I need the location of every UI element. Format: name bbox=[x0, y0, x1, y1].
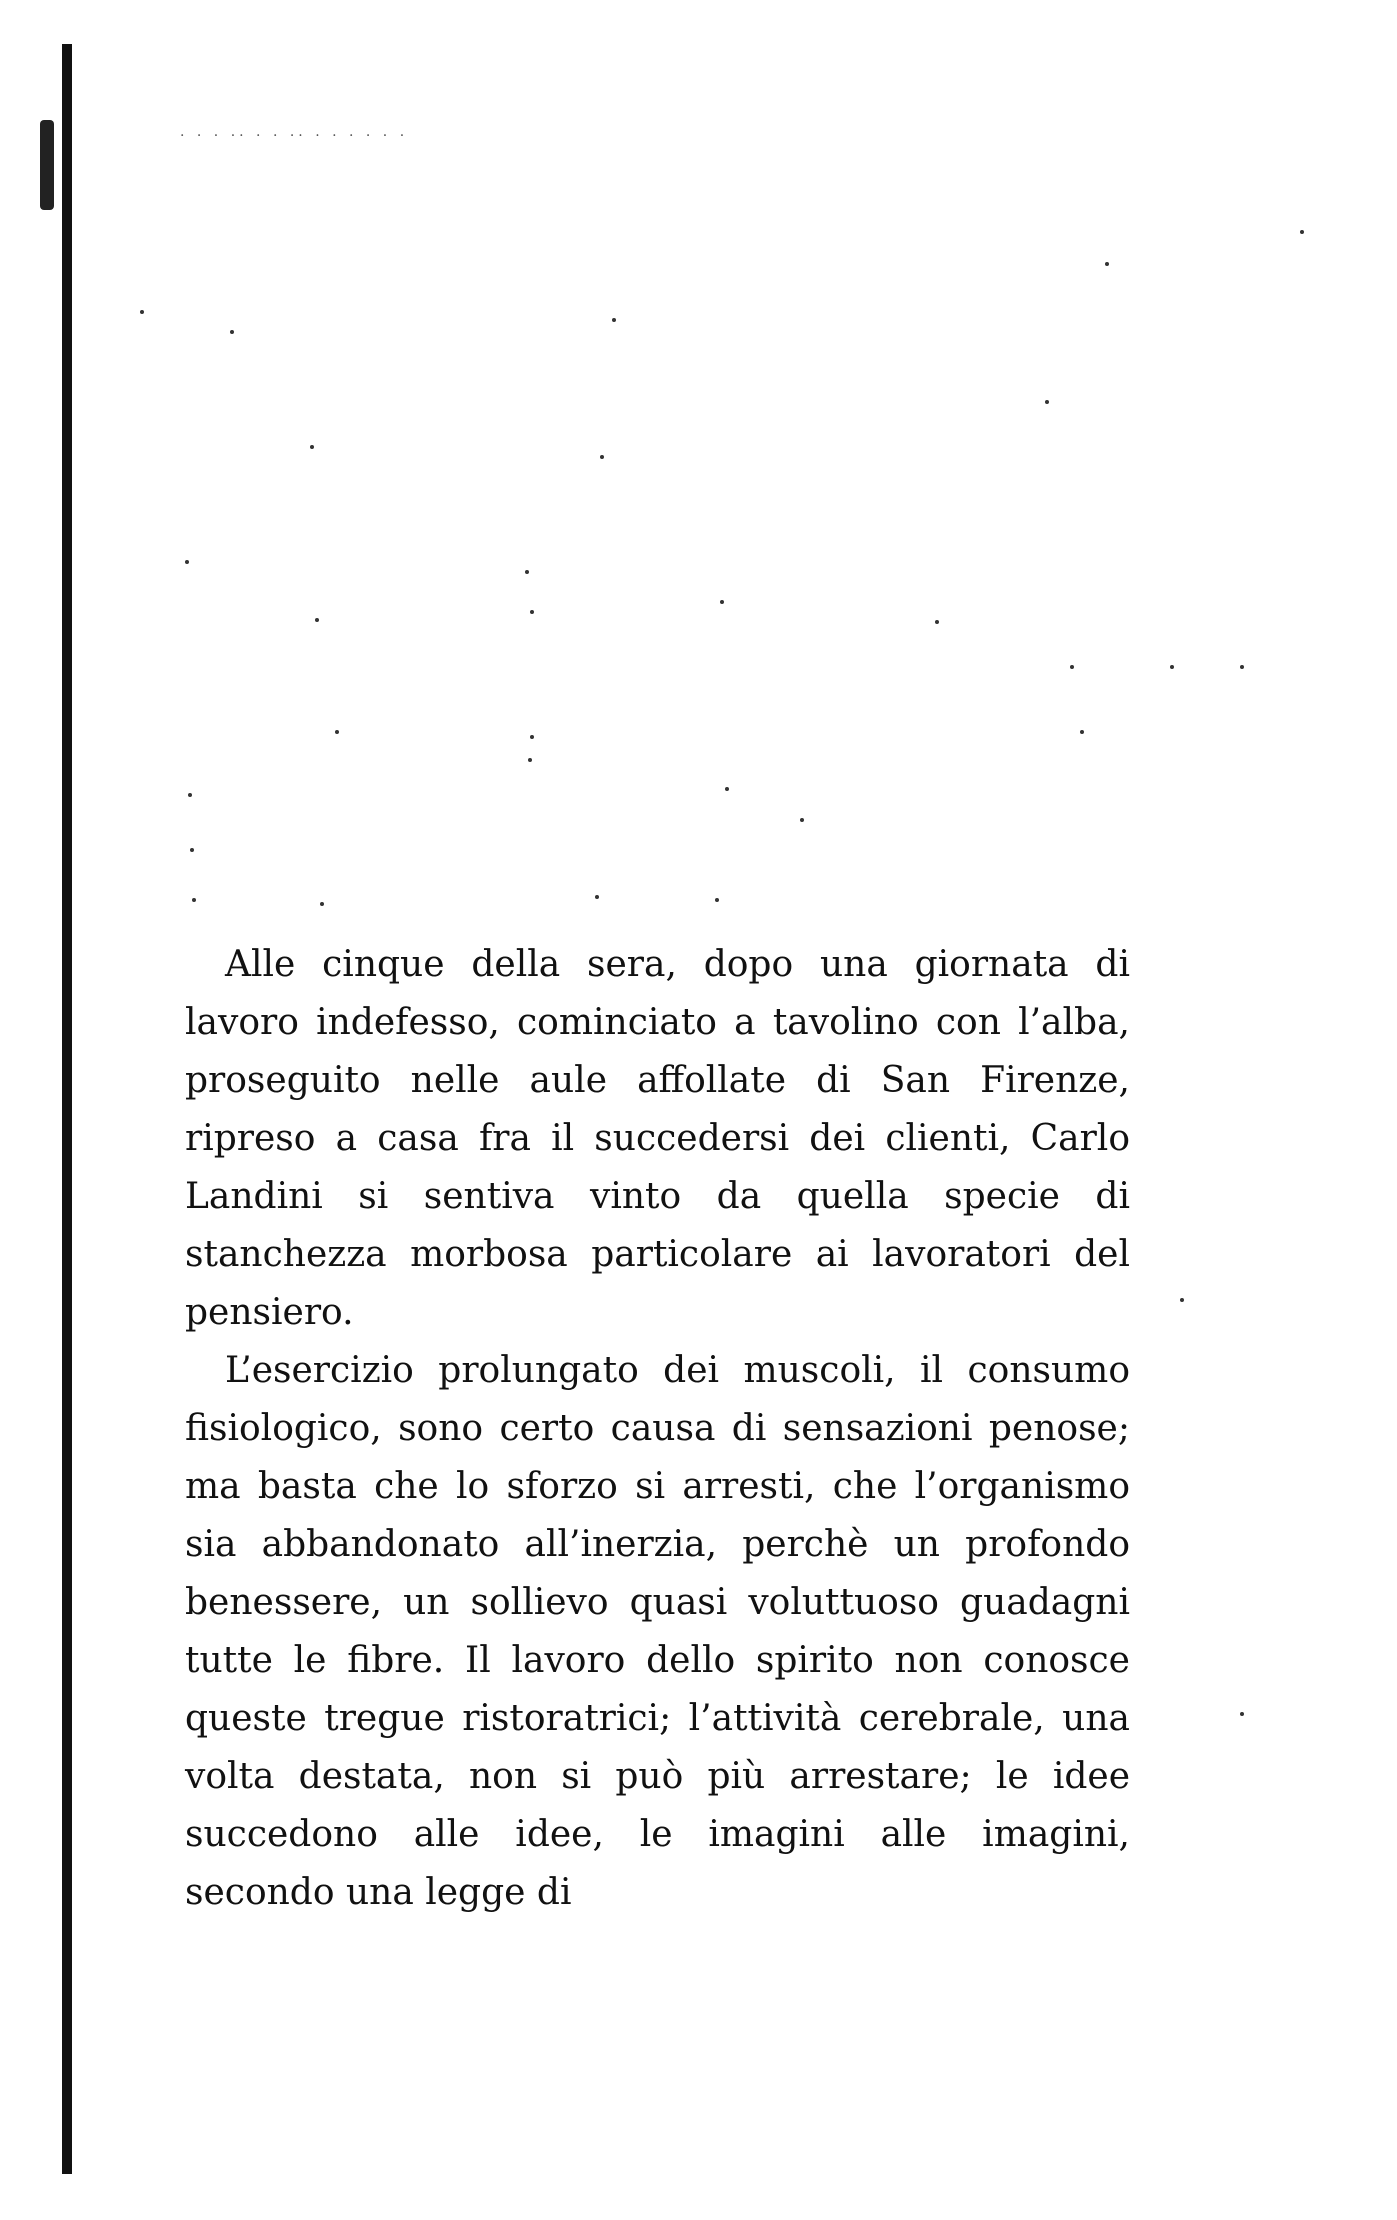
print-speck bbox=[612, 318, 616, 322]
print-speck bbox=[720, 600, 724, 604]
print-speck bbox=[530, 735, 534, 739]
faded-header-marks: · · · ·· · · ·· · · · · · · bbox=[180, 128, 409, 142]
print-speck bbox=[715, 898, 719, 902]
print-speck bbox=[1170, 665, 1174, 669]
print-speck bbox=[310, 445, 314, 449]
page-text bbox=[185, 936, 1130, 1922]
print-speck bbox=[1240, 665, 1244, 669]
binding-edge bbox=[62, 44, 72, 2174]
print-speck bbox=[935, 620, 939, 624]
print-speck bbox=[1300, 230, 1304, 234]
print-speck bbox=[725, 787, 729, 791]
print-speck bbox=[1180, 1298, 1184, 1302]
print-speck bbox=[185, 560, 189, 564]
print-speck bbox=[1045, 400, 1049, 404]
print-speck bbox=[315, 618, 319, 622]
print-speck bbox=[1105, 262, 1109, 266]
paragraph-2: L’esercizio prolungato dei muscoli, il consumo fisiologico, sono certo causa di sensazioni penose; ma basta che lo sforzo si arresti, che l’organismo sia abbandonato all’inerzia, perchè un profondo benessere, un sollievo quasi voluttuoso guadagni tutte le fibre. Il lavoro dello spirito non conosce queste tregue ristoratrici; l’attività cerebrale, una volta destata, non si può più arrestare; le idee succedono alle idee, le imagini alle imagini, secondo una legge di bbox=[185, 1350, 1130, 1913]
print-speck bbox=[530, 610, 534, 614]
print-speck bbox=[528, 758, 532, 762]
print-speck bbox=[1240, 1712, 1244, 1716]
print-speck bbox=[800, 818, 804, 822]
print-speck bbox=[320, 902, 324, 906]
print-speck bbox=[192, 898, 196, 902]
print-speck bbox=[595, 895, 599, 899]
paragraph-1: Alle cinque della sera, dopo una giornata di lavoro indefesso, cominciato a tavolino con l’alba, proseguito nelle aule affollate di San Firenze, ripreso a casa fra il succedersi dei clienti, Carlo Landini si sentiva vinto da quella specie di stanchezza morbosa particolare ai lavoratori del pensiero. bbox=[185, 944, 1130, 1333]
print-speck bbox=[600, 455, 604, 459]
print-speck bbox=[140, 310, 144, 314]
print-speck bbox=[1070, 665, 1074, 669]
print-speck bbox=[190, 848, 194, 852]
print-speck bbox=[335, 730, 339, 734]
print-speck bbox=[188, 793, 192, 797]
print-speck bbox=[525, 570, 529, 574]
binding-edge-mark bbox=[40, 120, 54, 210]
print-speck bbox=[1080, 730, 1084, 734]
print-speck bbox=[230, 330, 234, 334]
